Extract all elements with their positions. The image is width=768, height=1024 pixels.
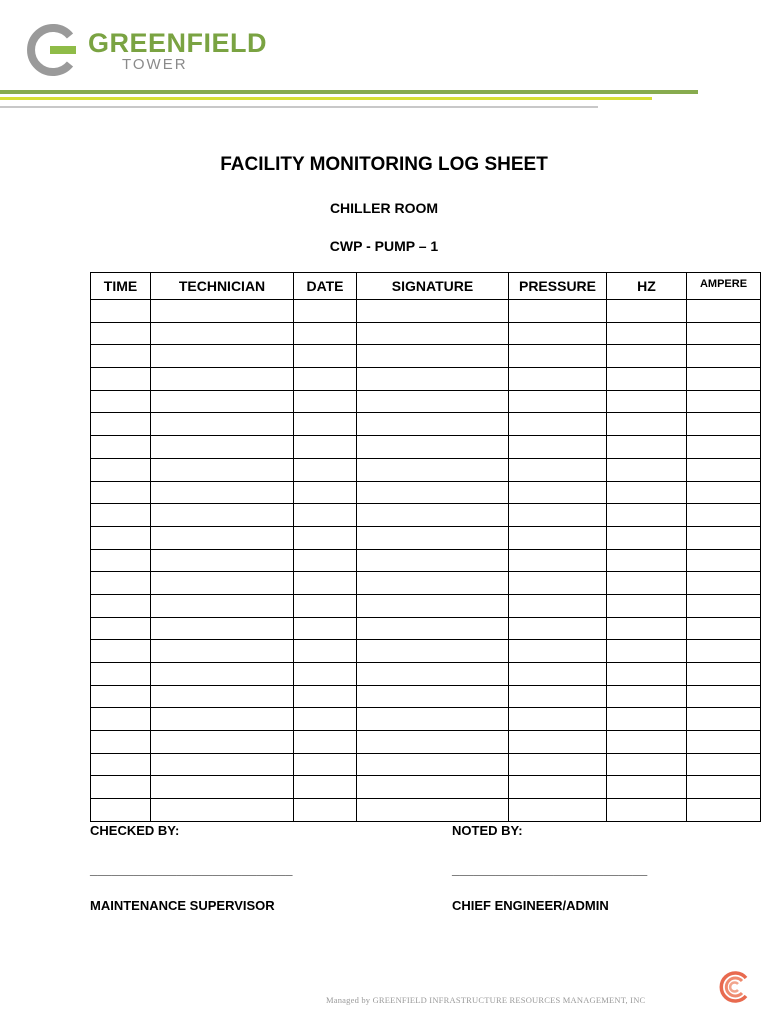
- table-cell-date[interactable]: [294, 322, 357, 345]
- table-row: [91, 300, 761, 323]
- table-cell-ampere[interactable]: [687, 413, 761, 436]
- table-cell-hz[interactable]: [607, 753, 687, 776]
- table-cell-technician[interactable]: [151, 390, 294, 413]
- table-cell-time[interactable]: [91, 708, 151, 731]
- table-cell-hz[interactable]: [607, 640, 687, 663]
- table-cell-technician[interactable]: [151, 526, 294, 549]
- table-cell-technician[interactable]: [151, 413, 294, 436]
- table-row: [91, 708, 761, 731]
- table-cell-signature[interactable]: [357, 436, 509, 459]
- col-header-pressure: PRESSURE: [509, 273, 607, 300]
- table-cell-date[interactable]: [294, 708, 357, 731]
- table-cell-time[interactable]: [91, 663, 151, 686]
- table-cell-time[interactable]: [91, 368, 151, 391]
- table-cell-signature[interactable]: [357, 776, 509, 799]
- table-cell-date[interactable]: [294, 753, 357, 776]
- table-cell-hz[interactable]: [607, 685, 687, 708]
- table-cell-date[interactable]: [294, 300, 357, 323]
- table-cell-technician[interactable]: [151, 572, 294, 595]
- table-cell-date[interactable]: [294, 799, 357, 822]
- table-cell-pressure[interactable]: [509, 799, 607, 822]
- table-cell-ampere[interactable]: [687, 640, 761, 663]
- header-rule-green: [0, 90, 698, 94]
- table-cell-technician[interactable]: [151, 458, 294, 481]
- table-cell-ampere[interactable]: [687, 731, 761, 754]
- table-cell-hz[interactable]: [607, 594, 687, 617]
- table-cell-pressure[interactable]: [509, 594, 607, 617]
- table-cell-ampere[interactable]: [687, 368, 761, 391]
- table-cell-signature[interactable]: [357, 481, 509, 504]
- log-table: [90, 272, 761, 822]
- table-row: [91, 753, 761, 776]
- table-row: [91, 549, 761, 572]
- col-header-time: TIME: [91, 273, 151, 300]
- table-cell-technician[interactable]: [151, 640, 294, 663]
- table-cell-time[interactable]: [91, 799, 151, 822]
- table-row: [91, 526, 761, 549]
- greenfield-g-logo-icon: [26, 22, 82, 78]
- table-cell-pressure[interactable]: [509, 345, 607, 368]
- table-cell-time[interactable]: [91, 572, 151, 595]
- table-cell-ampere[interactable]: [687, 685, 761, 708]
- table-cell-time[interactable]: [91, 436, 151, 459]
- table-cell-hz[interactable]: [607, 504, 687, 527]
- table-cell-time[interactable]: [91, 753, 151, 776]
- log-table-header-row: [91, 273, 761, 300]
- table-cell-ampere[interactable]: [687, 390, 761, 413]
- table-cell-ampere[interactable]: [687, 481, 761, 504]
- col-header-signature: SIGNATURE: [357, 273, 509, 300]
- table-row: [91, 481, 761, 504]
- table-cell-time[interactable]: [91, 594, 151, 617]
- table-cell-ampere[interactable]: [687, 436, 761, 459]
- table-cell-hz[interactable]: [607, 776, 687, 799]
- table-cell-pressure[interactable]: [509, 549, 607, 572]
- table-cell-pressure[interactable]: [509, 663, 607, 686]
- table-cell-ampere[interactable]: [687, 799, 761, 822]
- table-cell-signature[interactable]: [357, 617, 509, 640]
- table-row: [91, 458, 761, 481]
- table-cell-time[interactable]: [91, 685, 151, 708]
- table-cell-time[interactable]: [91, 345, 151, 368]
- table-cell-signature[interactable]: [357, 413, 509, 436]
- table-cell-signature[interactable]: [357, 504, 509, 527]
- table-cell-ampere[interactable]: [687, 708, 761, 731]
- table-row: [91, 436, 761, 459]
- header-rule-yellow: [0, 97, 652, 100]
- table-cell-date[interactable]: [294, 390, 357, 413]
- table-cell-signature[interactable]: [357, 572, 509, 595]
- table-row: [91, 572, 761, 595]
- table-row: [91, 368, 761, 391]
- col-header-date: DATE: [294, 273, 357, 300]
- table-cell-pressure[interactable]: [509, 685, 607, 708]
- table-cell-hz[interactable]: [607, 390, 687, 413]
- table-cell-ampere[interactable]: [687, 753, 761, 776]
- table-cell-hz[interactable]: [607, 413, 687, 436]
- table-cell-signature[interactable]: [357, 708, 509, 731]
- table-row: [91, 776, 761, 799]
- table-cell-hz[interactable]: [607, 436, 687, 459]
- table-cell-ampere[interactable]: [687, 504, 761, 527]
- table-cell-pressure[interactable]: [509, 390, 607, 413]
- table-cell-ampere[interactable]: [687, 663, 761, 686]
- table-cell-time[interactable]: [91, 322, 151, 345]
- table-row: [91, 594, 761, 617]
- table-cell-time[interactable]: [91, 481, 151, 504]
- table-cell-signature[interactable]: [357, 640, 509, 663]
- table-row: [91, 390, 761, 413]
- table-cell-time[interactable]: [91, 413, 151, 436]
- table-cell-hz[interactable]: [607, 458, 687, 481]
- table-cell-ampere[interactable]: [687, 617, 761, 640]
- table-cell-date[interactable]: [294, 776, 357, 799]
- table-cell-pressure[interactable]: [509, 368, 607, 391]
- table-cell-signature[interactable]: [357, 390, 509, 413]
- table-cell-pressure[interactable]: [509, 708, 607, 731]
- table-cell-hz[interactable]: [607, 549, 687, 572]
- table-cell-technician[interactable]: [151, 753, 294, 776]
- table-cell-date[interactable]: [294, 368, 357, 391]
- table-cell-technician[interactable]: [151, 300, 294, 323]
- header-rule-grey: [0, 106, 598, 108]
- table-cell-hz[interactable]: [607, 368, 687, 391]
- table-cell-signature[interactable]: [357, 663, 509, 686]
- table-cell-time[interactable]: [91, 526, 151, 549]
- table-cell-pressure[interactable]: [509, 526, 607, 549]
- col-header-technician: TECHNICIAN: [151, 273, 294, 300]
- table-cell-technician[interactable]: [151, 685, 294, 708]
- table-cell-time[interactable]: [91, 458, 151, 481]
- table-cell-signature[interactable]: [357, 753, 509, 776]
- table-row: [91, 685, 761, 708]
- table-row: [91, 640, 761, 663]
- checked-by-role: MAINTENANCE SUPERVISOR: [90, 898, 275, 913]
- table-cell-ampere[interactable]: [687, 458, 761, 481]
- greenfield-logo: [26, 22, 266, 78]
- table-cell-date[interactable]: [294, 436, 357, 459]
- table-cell-hz[interactable]: [607, 345, 687, 368]
- table-cell-ampere[interactable]: [687, 594, 761, 617]
- table-cell-hz[interactable]: [607, 572, 687, 595]
- table-row: [91, 799, 761, 822]
- table-cell-ampere[interactable]: [687, 526, 761, 549]
- table-cell-date[interactable]: [294, 345, 357, 368]
- table-cell-signature[interactable]: [357, 526, 509, 549]
- table-cell-time[interactable]: [91, 390, 151, 413]
- table-cell-signature[interactable]: [357, 345, 509, 368]
- col-header-ampere: AMPERE: [687, 273, 761, 300]
- table-cell-date[interactable]: [294, 481, 357, 504]
- table-cell-technician[interactable]: [151, 776, 294, 799]
- table-cell-hz[interactable]: [607, 731, 687, 754]
- table-cell-technician[interactable]: [151, 708, 294, 731]
- table-cell-hz[interactable]: [607, 617, 687, 640]
- table-cell-date[interactable]: [294, 504, 357, 527]
- table-row: [91, 731, 761, 754]
- table-cell-pressure[interactable]: [509, 572, 607, 595]
- table-cell-technician[interactable]: [151, 481, 294, 504]
- col-header-hz: HZ: [607, 273, 687, 300]
- table-cell-date[interactable]: [294, 526, 357, 549]
- location-heading: CHILLER ROOM: [329, 200, 439, 216]
- noted-by-role: CHIEF ENGINEER/ADMIN: [452, 898, 609, 913]
- table-cell-technician[interactable]: [151, 731, 294, 754]
- table-cell-date[interactable]: [294, 413, 357, 436]
- table-cell-date[interactable]: [294, 685, 357, 708]
- table-cell-signature[interactable]: [357, 731, 509, 754]
- table-cell-date[interactable]: [294, 731, 357, 754]
- page-title: FACILITY MONITORING LOG SHEET: [220, 154, 548, 175]
- table-cell-hz[interactable]: [607, 799, 687, 822]
- table-cell-technician[interactable]: [151, 549, 294, 572]
- table-cell-time[interactable]: [91, 549, 151, 572]
- noted-by-label: NOTED BY:: [452, 823, 523, 838]
- table-cell-pressure[interactable]: [509, 458, 607, 481]
- log-table-body: [91, 300, 761, 822]
- table-cell-pressure[interactable]: [509, 322, 607, 345]
- table-cell-signature[interactable]: [357, 594, 509, 617]
- table-cell-hz[interactable]: [607, 300, 687, 323]
- table-cell-technician[interactable]: [151, 322, 294, 345]
- table-cell-date[interactable]: [294, 549, 357, 572]
- table-row: [91, 345, 761, 368]
- table-row: [91, 663, 761, 686]
- table-cell-pressure[interactable]: [509, 436, 607, 459]
- brand-name: GREENFIELD: [88, 28, 268, 58]
- table-cell-hz[interactable]: [607, 708, 687, 731]
- table-cell-technician[interactable]: [151, 663, 294, 686]
- table-cell-pressure[interactable]: [509, 640, 607, 663]
- table-cell-technician[interactable]: [151, 345, 294, 368]
- table-cell-time[interactable]: [91, 300, 151, 323]
- table-cell-hz[interactable]: [607, 322, 687, 345]
- table-cell-hz[interactable]: [607, 481, 687, 504]
- checked-by-label: CHECKED BY:: [90, 823, 180, 838]
- table-cell-ampere[interactable]: [687, 300, 761, 323]
- table-cell-pressure[interactable]: [509, 481, 607, 504]
- footer-managed-by: Managed by GREENFIELD INFRASTRUCTURE RESOURCES MANAGEMENT, INC: [326, 995, 646, 1005]
- table-cell-pressure[interactable]: [509, 753, 607, 776]
- table-cell-pressure[interactable]: [509, 731, 607, 754]
- table-cell-technician[interactable]: [151, 436, 294, 459]
- table-cell-ampere[interactable]: [687, 776, 761, 799]
- table-cell-technician[interactable]: [151, 594, 294, 617]
- table-cell-signature[interactable]: [357, 322, 509, 345]
- checked-by-signature-line[interactable]: ____________________________: [90, 862, 293, 877]
- table-cell-pressure[interactable]: [509, 504, 607, 527]
- table-cell-technician[interactable]: [151, 368, 294, 391]
- brand-sub: TOWER: [122, 56, 188, 73]
- table-cell-hz[interactable]: [607, 526, 687, 549]
- table-cell-signature[interactable]: [357, 799, 509, 822]
- table-cell-date[interactable]: [294, 663, 357, 686]
- table-row: [91, 322, 761, 345]
- table-cell-date[interactable]: [294, 640, 357, 663]
- table-cell-signature[interactable]: [357, 549, 509, 572]
- table-row: [91, 504, 761, 527]
- table-cell-ampere[interactable]: [687, 345, 761, 368]
- table-cell-time[interactable]: [91, 640, 151, 663]
- table-cell-date[interactable]: [294, 572, 357, 595]
- table-cell-pressure[interactable]: [509, 776, 607, 799]
- table-cell-ampere[interactable]: [687, 322, 761, 345]
- table-cell-time[interactable]: [91, 731, 151, 754]
- table-cell-ampere[interactable]: [687, 572, 761, 595]
- table-cell-signature[interactable]: [357, 685, 509, 708]
- table-cell-date[interactable]: [294, 594, 357, 617]
- table-row: [91, 617, 761, 640]
- table-cell-technician[interactable]: [151, 504, 294, 527]
- table-row: [91, 413, 761, 436]
- table-cell-hz[interactable]: [607, 663, 687, 686]
- table-cell-ampere[interactable]: [687, 549, 761, 572]
- table-cell-pressure[interactable]: [509, 300, 607, 323]
- table-cell-pressure[interactable]: [509, 413, 607, 436]
- table-cell-date[interactable]: [294, 458, 357, 481]
- table-cell-time[interactable]: [91, 617, 151, 640]
- table-cell-technician[interactable]: [151, 617, 294, 640]
- equipment-heading: CWP - PUMP – 1: [329, 238, 439, 254]
- table-cell-signature[interactable]: [357, 300, 509, 323]
- table-cell-time[interactable]: [91, 776, 151, 799]
- table-cell-time[interactable]: [91, 504, 151, 527]
- table-cell-signature[interactable]: [357, 368, 509, 391]
- table-cell-pressure[interactable]: [509, 617, 607, 640]
- swirl-logo-icon: [716, 968, 752, 1004]
- noted-by-signature-line[interactable]: ___________________________: [452, 862, 648, 877]
- table-cell-signature[interactable]: [357, 458, 509, 481]
- table-cell-date[interactable]: [294, 617, 357, 640]
- table-cell-technician[interactable]: [151, 799, 294, 822]
